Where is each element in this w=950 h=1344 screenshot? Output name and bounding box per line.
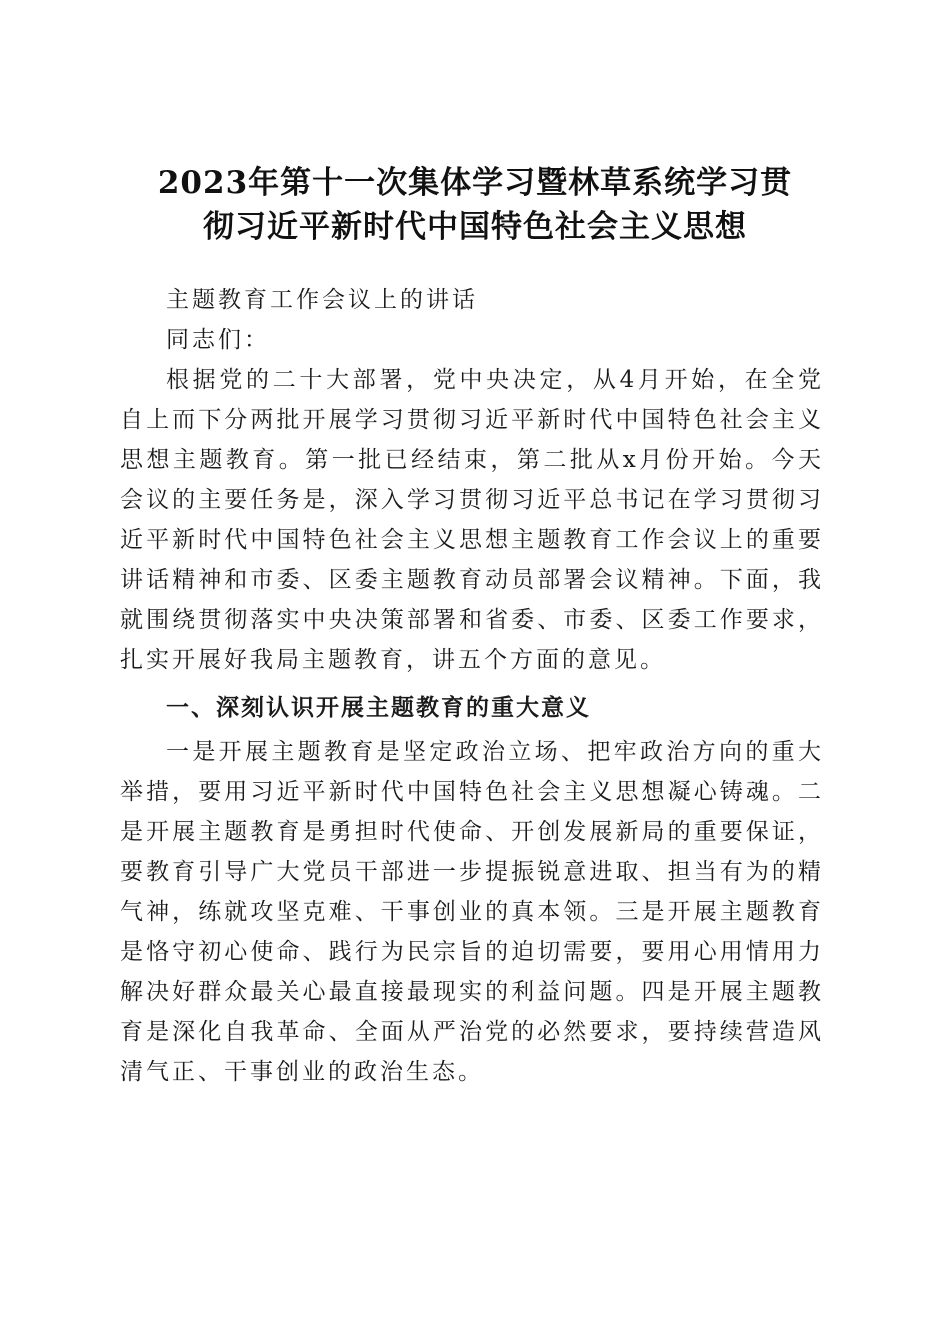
title-line-2: 彻习近平新时代中国特色社会主义思想	[203, 208, 747, 245]
intro-paragraph: 根据党的二十大部署，党中央决定，从4月开始，在全党自上而下分两批开展学习贯彻习近平新时代中国特色社会主义思想主题教育。第一批已经结束，第二批从x月份开始。今天会议的主要任务是，深入学习贯彻习近平总书记在学习贯彻习近平新时代中国特色社会主义思想主题教育工作会议上的重要讲话精神和市委、区委主题教育动员部署会议精神。下面，我就围绕贯彻落实中央决策部署和省委、市委、区委工作要求，扎实开展好我局主题教育，讲五个方面的意见。	[120, 367, 824, 673]
document-body	[120, 280, 824, 1092]
title-line-1: 2023年第十一次集体学习暨林草系统学习贯	[157, 164, 793, 201]
salutation: 同志们：	[166, 327, 270, 353]
document-title	[110, 161, 840, 249]
section-heading-1: 一、深刻认识开展主题教育的重大意义	[166, 695, 591, 721]
speech-subtitle: 主题教育工作会议上的讲话	[166, 287, 478, 313]
section-paragraph-1: 一是开展主题教育是坚定政治立场、把牢政治方向的重大举措，要用习近平新时代中国特色社会主义思想凝心铸魂。二是开展主题教育是勇担时代使命、开创发展新局的重要保证，要教育引导广大党员干部进一步提振锐意进取、担当有为的精气神，练就攻坚克难、干事创业的真本领。三是开展主题教育是恪守初心使命、践行为民宗旨的迫切需要，要用心用情用力解决好群众最关心最直接最现实的利益问题。四是开展主题教育是深化自我革命、全面从严治党的必然要求，要持续营造风清气正、干事创业的政治生态。	[120, 739, 824, 1085]
